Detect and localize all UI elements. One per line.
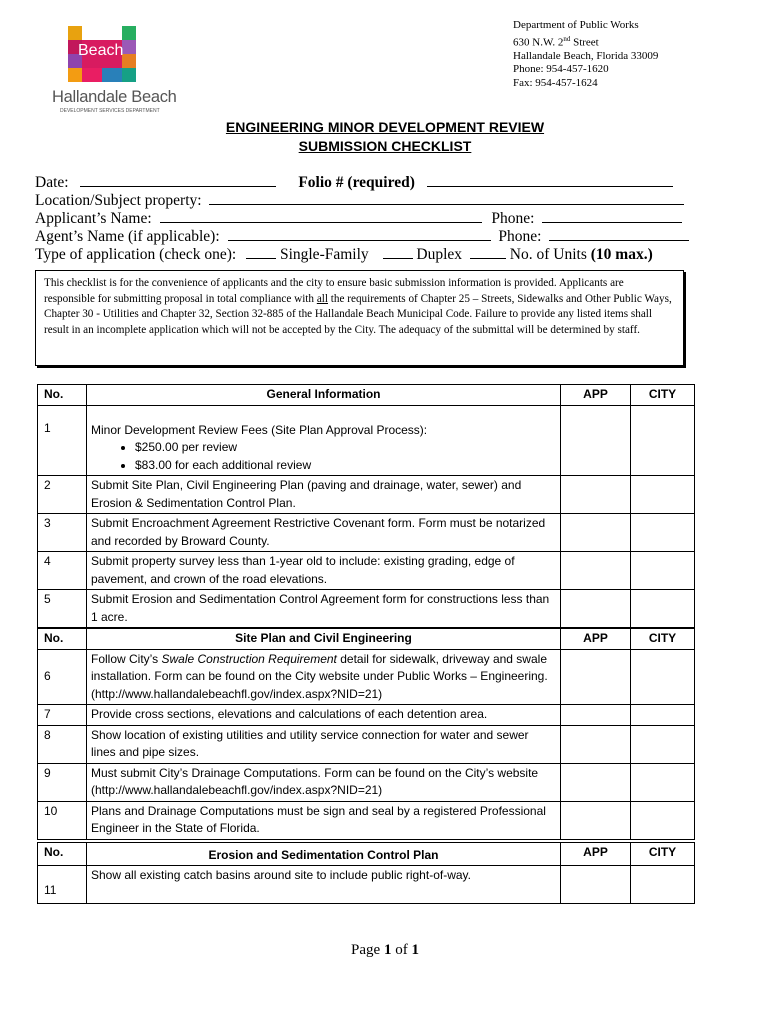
row-number: 7 xyxy=(38,705,87,726)
address-department: Department of Public Works xyxy=(513,19,639,31)
single-family-label: Single-Family xyxy=(279,246,369,263)
duplex-check[interactable] xyxy=(383,244,413,259)
department-address xyxy=(513,19,658,90)
no-header: No. xyxy=(38,385,87,406)
page-number: Page 1 of 1 xyxy=(351,942,419,958)
section-heading: Site Plan and Civil Engineering xyxy=(87,629,561,650)
logo-block xyxy=(68,68,82,82)
row-text: Show location of existing utilities and utility service connection for water and sewer lines and pipe sizes. xyxy=(87,725,561,763)
address-fax: Fax: 954-457-1624 xyxy=(513,76,598,89)
table-header-row xyxy=(38,843,695,866)
row-text: Submit Site Plan, Civil Engineering Plan (paving and drainage, water, sewer) and Erosion & Sedimentation Control Plan. xyxy=(87,476,561,514)
logo-block xyxy=(82,68,102,82)
row-number: 8 xyxy=(38,725,87,763)
applicant-name-field[interactable] xyxy=(160,208,482,223)
app-checkbox-cell[interactable] xyxy=(561,590,631,628)
table-row xyxy=(38,552,695,590)
fee-bullet: • $250.00 per review xyxy=(135,439,556,457)
units-field[interactable] xyxy=(470,244,506,259)
logo-department: DEVELOPMENT SERVICES DEPARTMENT xyxy=(60,108,160,114)
city-checkbox-cell[interactable] xyxy=(631,725,695,763)
app-checkbox-cell[interactable] xyxy=(561,476,631,514)
site-plan-table xyxy=(37,628,695,840)
logo-block xyxy=(122,54,136,68)
agent-line xyxy=(35,226,689,246)
row-number: 9 xyxy=(38,763,87,801)
table-row xyxy=(38,649,695,705)
row-text: Plans and Drainage Computations must be sign and seal by a registered Professional Engineer in the State of Florida. xyxy=(87,801,561,839)
app-header: APP xyxy=(561,385,631,406)
city-checkbox-cell[interactable] xyxy=(631,514,695,552)
table-row xyxy=(38,763,695,801)
single-family-check[interactable] xyxy=(246,244,276,259)
app-checkbox-cell[interactable] xyxy=(561,705,631,726)
units-max: (10 max.) xyxy=(590,246,653,263)
app-checkbox-cell[interactable] xyxy=(561,552,631,590)
table-row xyxy=(38,801,695,839)
row-number: 11 xyxy=(38,866,87,904)
row-number: 1 xyxy=(38,405,87,476)
folio-field[interactable] xyxy=(427,172,673,187)
date-label: Date: xyxy=(35,174,69,191)
city-checkbox-cell[interactable] xyxy=(631,590,695,628)
row-number: 6 xyxy=(38,649,87,705)
row-text: Submit Erosion and Sedimentation Control Agreement form for constructions less than 1 acre. xyxy=(87,590,561,628)
logo-block xyxy=(122,40,136,54)
date-folio-line xyxy=(35,172,673,192)
row-text: Provide cross sections, elevations and calculations of each detention area. xyxy=(87,705,561,726)
section-heading: Erosion and Sedimentation Control Plan xyxy=(87,843,561,866)
logo-block xyxy=(122,68,136,82)
row-text: Must submit City’s Drainage Computations. Form can be found on the City’s website (http://www.hallandalebeachfl.gov/index.aspx?NID=21) xyxy=(87,763,561,801)
city-header: CITY xyxy=(631,629,695,650)
logo-city-name: Hallandale Beach xyxy=(52,88,177,106)
applicant-line xyxy=(35,208,682,228)
city-checkbox-cell[interactable] xyxy=(631,801,695,839)
location-label: Location/Subject property: xyxy=(35,192,202,209)
type-line xyxy=(35,244,653,264)
row-number: 3 xyxy=(38,514,87,552)
table-row xyxy=(38,590,695,628)
applicant-phone-field[interactable] xyxy=(542,208,682,223)
row-text: Minor Development Review Fees (Site Plan Approval Process): • $250.00 per review • $83.00 for each additional review xyxy=(87,405,561,476)
logo-block xyxy=(122,26,136,40)
row-number: 5 xyxy=(38,590,87,628)
general-information-table xyxy=(37,384,695,628)
location-field[interactable] xyxy=(209,190,684,205)
city-checkbox-cell[interactable] xyxy=(631,405,695,476)
table-header-row xyxy=(38,629,695,650)
table-row xyxy=(38,725,695,763)
app-checkbox-cell[interactable] xyxy=(561,514,631,552)
row-number: 2 xyxy=(38,476,87,514)
section-heading: General Information xyxy=(87,385,561,406)
address-city: Hallandale Beach, Florida 33009 xyxy=(513,49,659,62)
logo-block xyxy=(68,26,82,40)
document-subtitle: SUBMISSION CHECKLIST xyxy=(298,138,472,154)
table-row xyxy=(38,866,695,904)
city-header: CITY xyxy=(631,385,695,406)
agent-name-field[interactable] xyxy=(228,226,491,241)
units-label: No. of Units xyxy=(509,246,587,263)
table-row xyxy=(38,476,695,514)
app-checkbox-cell[interactable] xyxy=(561,405,631,476)
app-checkbox-cell[interactable] xyxy=(561,866,631,904)
agent-phone-field[interactable] xyxy=(549,226,689,241)
table-header-row xyxy=(38,385,695,406)
app-header: APP xyxy=(561,843,631,866)
notice-box: This checklist is for the convenience of applicants and the city to ensure basic submission information is provided. Applicants are responsible for submitting proposal in total compliance with all the requirements of Chapter 25 – Streets, Sidewalks and Other Public Ways, Chapter 30 - Utilities and Chapter 32, Section 32-885 of the Hallandale Beach Municipal Code. Failure to provide any listed items shall result in an incomplete application which will not be accepted by the City. The adequacy of the submittal will be determined by staff. xyxy=(35,270,684,366)
city-checkbox-cell[interactable] xyxy=(631,476,695,514)
duplex-label: Duplex xyxy=(416,246,463,263)
city-checkbox-cell[interactable] xyxy=(631,552,695,590)
document-title: ENGINEERING MINOR DEVELOPMENT REVIEW xyxy=(225,119,545,135)
app-checkbox-cell[interactable] xyxy=(561,649,631,705)
fee-bullet: • $83.00 for each additional review xyxy=(135,457,556,475)
erosion-control-table xyxy=(37,842,695,904)
table-row xyxy=(38,705,695,726)
city-checkbox-cell[interactable] xyxy=(631,705,695,726)
applicant-label: Applicant’s Name: xyxy=(35,210,152,227)
city-checkbox-cell[interactable] xyxy=(631,763,695,801)
address-phone: Phone: 954-457-1620 xyxy=(513,63,609,76)
app-checkbox-cell[interactable] xyxy=(561,725,631,763)
logo-block xyxy=(102,68,122,82)
row-text: Submit Encroachment Agreement Restrictive Covenant form. Form must be notarized and recorded by Broward County. xyxy=(87,514,561,552)
logo-beach-text: Beach xyxy=(78,42,124,59)
agent-phone-label: Phone: xyxy=(498,228,542,245)
date-field[interactable] xyxy=(80,172,276,187)
row-text: Submit property survey less than 1-year old to include: existing grading, edge of pavement, and crown of the road elevations. xyxy=(87,552,561,590)
row-number: 10 xyxy=(38,801,87,839)
folio-label: Folio # (required) xyxy=(298,174,415,191)
applicant-phone-label: Phone: xyxy=(491,210,535,227)
app-checkbox-cell[interactable] xyxy=(561,801,631,839)
no-header: No. xyxy=(38,629,87,650)
app-header: APP xyxy=(561,629,631,650)
city-checkbox-cell[interactable] xyxy=(631,866,695,904)
row-number: 4 xyxy=(38,552,87,590)
app-checkbox-cell[interactable] xyxy=(561,763,631,801)
agent-label: Agent’s Name (if applicable): xyxy=(35,228,220,245)
no-header: No. xyxy=(38,843,87,866)
row-text: Follow City’s Swale Construction Requirement detail for sidewalk, driveway and swale installation. Form can be found on the City website under Public Works – Engineering. (http://www.hallandalebeachfl.gov/index.aspx?NID=21) xyxy=(87,649,561,705)
city-checkbox-cell[interactable] xyxy=(631,649,695,705)
table-row xyxy=(38,514,695,552)
type-label: Type of application (check one): xyxy=(35,246,237,263)
city-header: CITY xyxy=(631,843,695,866)
address-street: 630 N.W. 2nd Street xyxy=(513,34,599,49)
location-line xyxy=(35,190,684,210)
row-text: Show all existing catch basins around site to include public right-of-way. xyxy=(87,866,561,904)
table-row xyxy=(38,405,695,476)
